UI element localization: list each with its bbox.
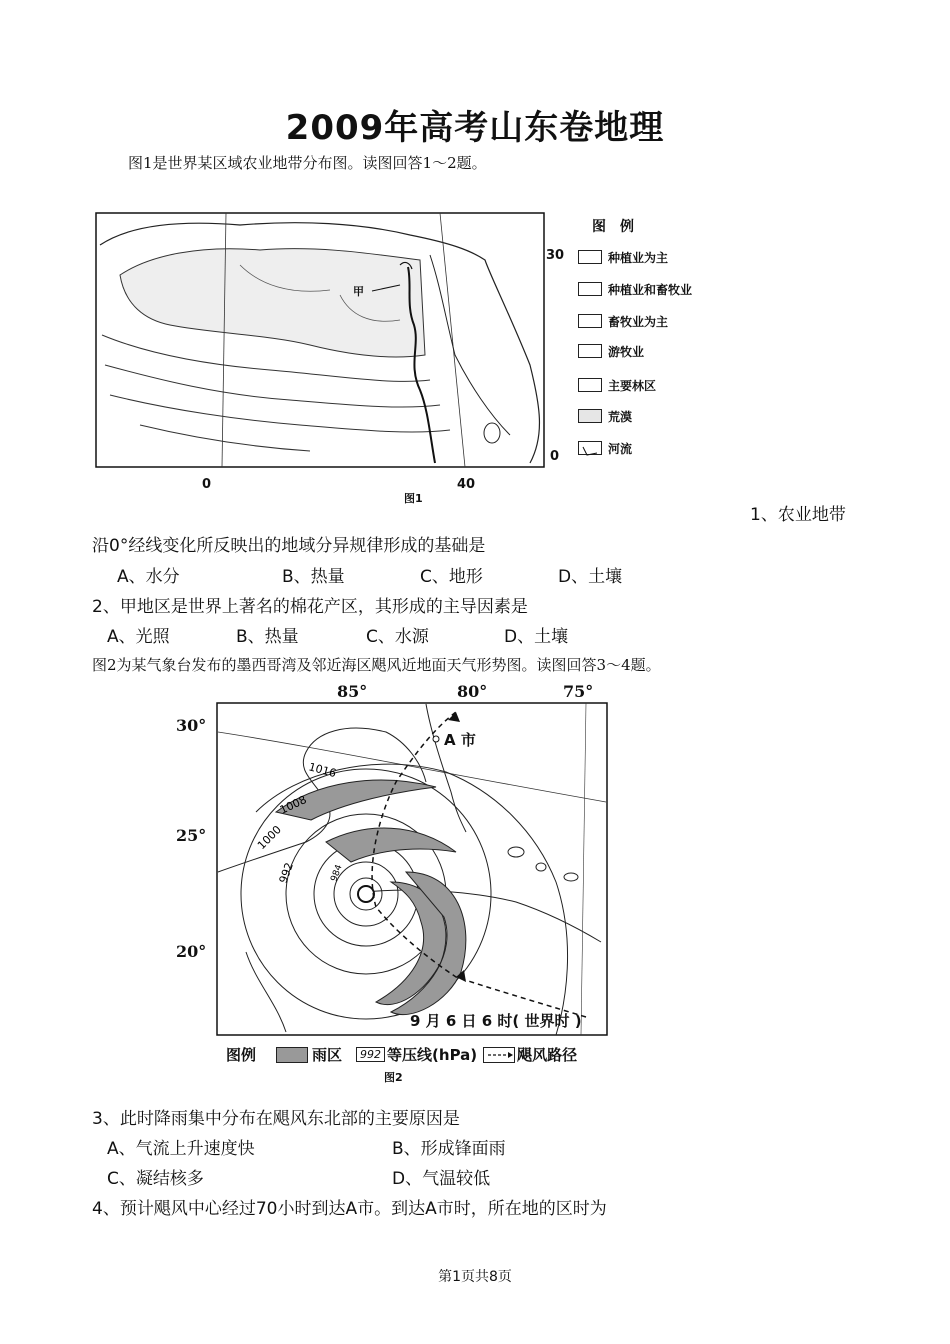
legend-item-river: 河流 [578, 440, 632, 456]
q2-option-c[interactable]: C、水源 [366, 627, 429, 647]
fig1-lon-right: 40 [457, 477, 476, 492]
figure2-map [216, 702, 610, 1038]
fig2-legend-title: 图例 [226, 1046, 257, 1064]
rain-swatch [276, 1047, 308, 1063]
legend-item-forest: 主要林区 [578, 377, 656, 393]
q1-option-d[interactable]: D、土壤 [558, 567, 623, 587]
figure2-legend [226, 1044, 577, 1065]
figure2-caption: 图2 [384, 1071, 403, 1084]
legend-swatch [578, 344, 602, 358]
q3-option-a[interactable]: A、气流上升速度快 [107, 1139, 255, 1159]
q1-stem-start: 1、农业地带 [750, 505, 846, 525]
legend-swatch [578, 250, 602, 264]
fig2-legend-isobar: 等压线(hPa) [387, 1046, 478, 1064]
q3-option-d[interactable]: D、气温较低 [392, 1169, 491, 1189]
fig2-lon-80: 80° [457, 682, 488, 701]
intro-figure2: 图2为某气象台发布的墨西哥湾及邻近海区飓风近地面天气形势图。读图回答3～4题。 [92, 656, 661, 674]
fig2-lon-85: 85° [337, 682, 368, 701]
legend-item-livestock: 畜牧业为主 [578, 313, 668, 329]
figure1-map [90, 205, 560, 475]
legend-swatch-river [578, 441, 602, 455]
q1-option-a[interactable]: A、水分 [117, 567, 180, 587]
fig1-legend-title: 图 例 [592, 219, 634, 235]
fig1-lat-bottom: 0 [550, 449, 560, 464]
place-jia-label: 甲 [353, 285, 364, 298]
legend-swatch [578, 378, 602, 392]
q3-option-c[interactable]: C、凝结核多 [107, 1169, 204, 1189]
legend-item-desert: 荒漠 [578, 408, 632, 424]
page-footer: 第1页共8页 [438, 1269, 512, 1285]
q3-stem: 3、此时降雨集中分布在飓风东北部的主要原因是 [92, 1109, 460, 1129]
legend-swatch [578, 282, 602, 296]
figure1-caption: 图1 [404, 492, 423, 505]
fig2-lat-30: 30° [176, 716, 207, 735]
q2-option-b[interactable]: B、热量 [236, 627, 299, 647]
intro-figure1: 图1是世界某区域农业地带分布图。读图回答1～2题。 [128, 154, 487, 172]
q1-stem: 沿0°经线变化所反映出的地域分异规律形成的基础是 [92, 536, 486, 556]
q1-option-b[interactable]: B、热量 [282, 567, 345, 587]
fig1-lon-left: 0 [202, 477, 212, 492]
fig1-lat-top: 30 [546, 248, 565, 263]
isobar-label: 1016 [307, 760, 338, 781]
legend-item-planting: 种植业为主 [578, 249, 668, 265]
time-label: 9 月 6 日 6 时( 世界时 ) [410, 1012, 582, 1030]
legend-item-mixed: 种植业和畜牧业 [578, 281, 692, 297]
legend-item-nomadic: 游牧业 [578, 343, 644, 359]
isobar-label: 1000 [254, 823, 284, 853]
path-swatch [483, 1047, 515, 1063]
fig2-lat-20: 20° [176, 942, 207, 961]
city-a-label: A 市 [444, 731, 476, 749]
fig2-legend-rain: 雨区 [312, 1046, 343, 1064]
page-title: 2009年高考山东卷地理 [285, 108, 665, 148]
isobar-label: 1008 [277, 793, 309, 817]
q4-stem: 4、预计飓风中心经过70小时到达A市。到达A市时，所在地的区时为 [92, 1199, 607, 1219]
q2-option-d[interactable]: D、土壤 [504, 627, 569, 647]
q1-option-c[interactable]: C、地形 [420, 567, 483, 587]
fig2-legend-path: 飓风路径 [517, 1046, 578, 1064]
isobar-label: 984 [329, 863, 345, 884]
isobar-label: 992 [276, 860, 297, 886]
legend-swatch [578, 314, 602, 328]
fig2-lon-75: 75° [563, 682, 594, 701]
isobar-swatch: 992 [356, 1047, 385, 1062]
q3-option-b[interactable]: B、形成锋面雨 [392, 1139, 506, 1159]
q2-stem: 2、甲地区是世界上著名的棉花产区，其形成的主导因素是 [92, 597, 528, 617]
q2-option-a[interactable]: A、光照 [107, 627, 170, 647]
legend-swatch [578, 409, 602, 423]
fig2-lat-25: 25° [176, 826, 207, 845]
